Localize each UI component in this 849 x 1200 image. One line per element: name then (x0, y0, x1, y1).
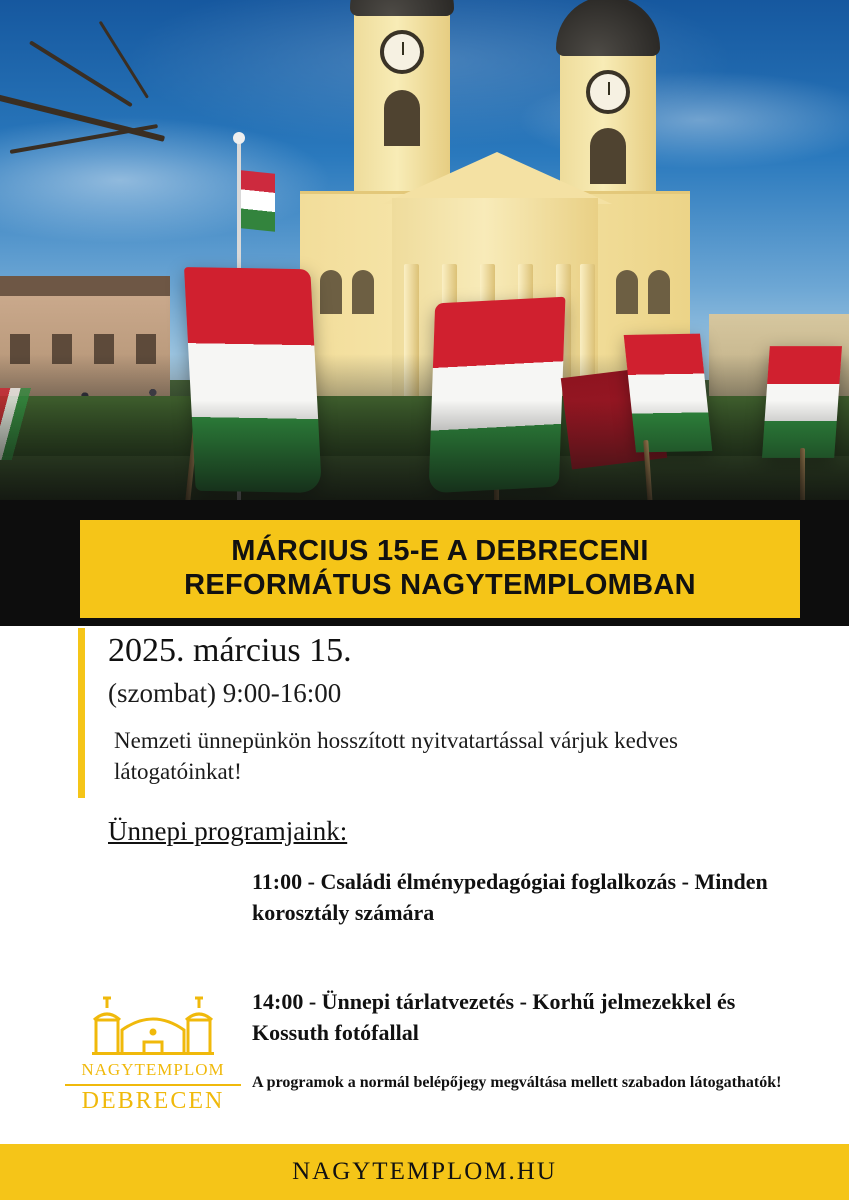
church-dome-left (350, 0, 454, 16)
admission-note: A programok a normál belépőjegy megváltása mellett szabadon látogathatók! (252, 1074, 782, 1091)
tower-clock-icon (380, 30, 424, 74)
event-time: (szombat) 9:00-16:00 (108, 678, 342, 708)
nave-window (648, 270, 670, 314)
hero-photo (0, 0, 849, 520)
nagytemplom-logo (58, 986, 248, 1115)
nave-window (352, 270, 374, 314)
programs-heading: Ünnepi programjaink: (108, 816, 348, 846)
intro-text: Nemzeti ünnepünkön hosszított nyitvatartással várjuk kedves látogatóinkat! (114, 728, 679, 784)
page-title (80, 520, 800, 618)
roof (0, 276, 170, 296)
title-line-1: MÁRCIUS 15-E A DEBRECENI (231, 535, 649, 567)
logo-name: NAGYTEMPLOM (81, 1060, 225, 1079)
nave-window (320, 270, 342, 314)
nave-window (616, 270, 638, 314)
footer-bar (0, 1144, 849, 1200)
website-url[interactable]: NAGYTEMPLOM.HU (292, 1158, 557, 1185)
tower-clock-icon (586, 70, 630, 114)
accent-bar (78, 628, 85, 798)
hungarian-flag-icon (241, 170, 275, 232)
program-item: 11:00 - Családi élménypedagógiai foglalkozás - Minden korosztály számára (252, 869, 768, 926)
tower-window (384, 90, 420, 146)
program-item: 14:00 - Ünnepi tárlatvezetés - Korhű jelmezekkel és Kossuth fotófallal (252, 989, 736, 1046)
content-area (0, 500, 849, 1200)
event-date: 2025. március 15. (108, 632, 352, 669)
logo-divider (65, 1084, 241, 1086)
title-line-2: REFORMÁTUS NAGYTEMPLOMBAN (184, 569, 696, 602)
flag-pole-finial (233, 132, 245, 144)
church-pediment (382, 152, 612, 204)
logo-city: DEBRECEN (81, 1088, 225, 1114)
church-logo-icon (78, 986, 228, 1058)
